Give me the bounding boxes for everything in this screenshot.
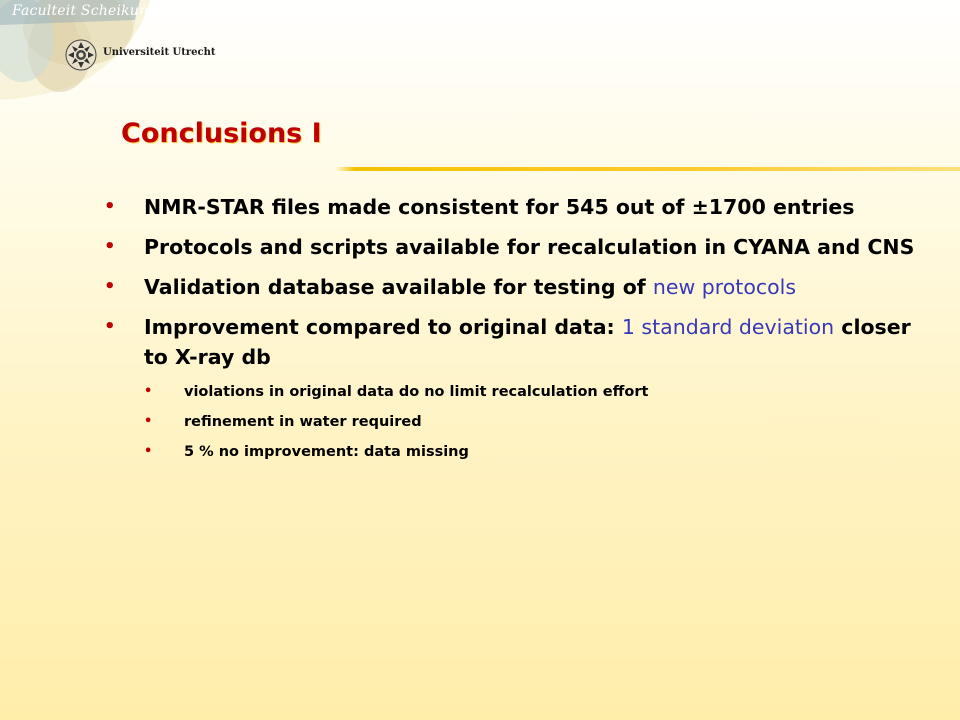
bullet-text: closer to X-ray db <box>144 315 911 369</box>
bullet-icon: • <box>104 196 116 217</box>
subbullet-item <box>144 442 934 462</box>
bullet-icon: • <box>104 276 116 297</box>
bullet-item <box>104 192 934 222</box>
bullet-icon: • <box>104 316 116 337</box>
highlight-text: new protocols <box>652 275 797 299</box>
subbullet-item <box>144 382 934 402</box>
subbullet-text: 5 % no improvement: data missing <box>184 444 469 460</box>
subbullet-item <box>144 412 934 432</box>
bullet-icon: • <box>144 384 153 399</box>
bullet-item <box>104 312 934 372</box>
university-name: Universiteit Utrecht <box>103 47 216 58</box>
bullet-icon: • <box>104 236 116 257</box>
faculty-name: Faculteit Scheikunde <box>12 3 166 19</box>
bullet-icon: • <box>144 444 153 459</box>
bullet-text: Improvement compared to original data: <box>144 315 622 339</box>
bullet-text: Validation database available for testing of <box>144 275 653 299</box>
bullet-text: NMR-STAR files made consistent for 545 out of ±1700 entries <box>144 195 855 219</box>
highlight-text: 1 standard deviation <box>621 315 835 339</box>
bullet-item <box>104 232 934 262</box>
title-underline <box>355 167 960 171</box>
subbullet-text: violations in original data do no limit recalculation effort <box>184 384 649 400</box>
university-seal-icon <box>66 40 96 70</box>
bullet-list <box>104 192 934 472</box>
bullet-text: Protocols and scripts available for recalculation in CYANA and CNS <box>144 235 915 259</box>
bullet-icon: • <box>144 414 153 429</box>
slide-title: Conclusions I <box>121 118 322 149</box>
bullet-item <box>104 272 934 302</box>
subbullet-text: refinement in water required <box>184 414 422 430</box>
